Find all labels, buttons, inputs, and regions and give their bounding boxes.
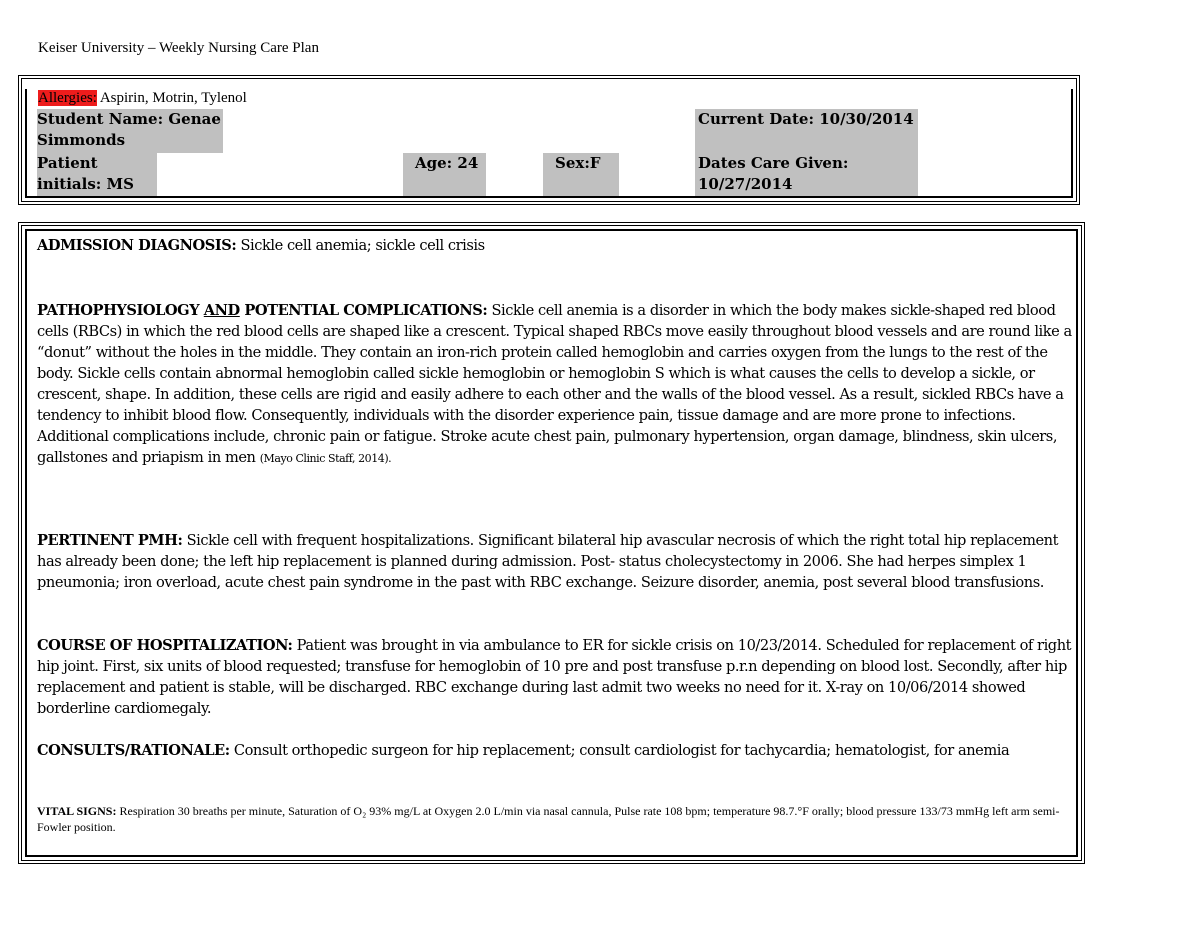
pmh-label: PERTINENT PMH: [37, 532, 183, 549]
patho-citation: (Mayo Clinic Staff, 2014). [259, 452, 392, 465]
course-of-hospitalization [37, 635, 1073, 719]
patho-label-and: AND [203, 302, 240, 319]
allergies-line [38, 88, 247, 108]
document-title: Keiser University – Weekly Nursing Care Plan [38, 40, 319, 56]
consults-text: Consult orthopedic surgeon for hip replacement; consult cardiologist for tachycardia; hematologist, for anemia [229, 742, 1010, 759]
course-label: COURSE OF HOSPITALIZATION: [37, 637, 293, 654]
vitals-text: Respiration 30 breaths per minute, Saturation of O₂ 93% mg/L at Oxygen 2.0 L/min via nasal cannula, Pulse rate 108 bpm; temperature 98.7.°F orally; blood pressure 133/73 mmHg left arm semi- Fowler position. [37, 804, 1060, 834]
dates-care-field [695, 153, 918, 196]
student-name-line2: Simmonds [37, 131, 126, 149]
vitals-label: VITAL SIGNS: [37, 804, 117, 818]
allergies-value: Aspirin, Motrin, Tylenol [96, 90, 247, 106]
patient-initials-field [37, 153, 157, 196]
admission-label: ADMISSION DIAGNOSIS: [37, 237, 237, 254]
allergies-label: Allergies: [38, 90, 97, 106]
dates-care-line2: 10/27/2014 [698, 175, 793, 193]
course-text: Patient was brought in via ambulance to ER for sickle crisis on 10/23/2014. Scheduled for replacement of right hip joint. First, six units of blood requested; transfuse for hemoglobin of 10 pre and post transfuse p.r.n depending on blood lost. Secondly, after hip replacement and patient is stable, will be discharged. RBC exchange during last admit two weeks no need for it. X-ray on 10/06/2014 showed borderline cardiomegaly. [37, 637, 1072, 717]
patho-label-a: PATHOPHYSIOLOGY [37, 302, 204, 319]
patho-label-b: POTENTIAL COMPLICATIONS: [239, 302, 488, 319]
patient-initials-line2: initials: MS [37, 175, 134, 193]
student-name-field [37, 109, 223, 153]
sex-field [543, 153, 619, 196]
pathophysiology [37, 300, 1073, 469]
vital-signs [37, 803, 1073, 835]
sex-value: Sex:F [555, 154, 601, 172]
current-date: Current Date: 10/30/2014 [698, 110, 914, 128]
pertinent-pmh [37, 530, 1073, 593]
admission-text: Sickle cell anemia; sickle cell crisis [236, 237, 485, 254]
consults-rationale [37, 740, 1073, 761]
patho-text: Sickle cell anemia is a disorder in which the body makes sickle-shaped red blood cells (RBCs) in which the red blood cells are shaped like a crescent. Typical shaped RBCs move easily throughout blood vessels and are round like a “donut” without the holes in the middle. They contain an iron-rich protein called hemoglobin and carries oxygen from the lungs to the rest of the body. Sickle cells contain abnormal hemoglobin called sickle hemoglobin or hemoglobin S which is what causes the cells to develop a sickle, or crescent, shape. In addition, these cells are rigid and easily adhere to each other and the walls of the blood vessel. As a result, sickled RBCs have a tendency to inhibit blood flow. Consequently, individuals with the disorder experience pain, tissue damage and are more prone to infections. Additional complications include, chronic pain or fatigue. Stroke acute chest pain, pulmonary hypertension, organ damage, blindness, skin ulcers, gallstones and priapism in men [37, 302, 1072, 466]
age-value: Age: 24 [415, 154, 479, 172]
admission-diagnosis [37, 235, 1073, 256]
age-field [403, 153, 486, 196]
student-name-line1: Student Name: Genae [37, 110, 221, 128]
current-date-field [695, 109, 918, 153]
pmh-text: Sickle cell with frequent hospitalizations. Significant bilateral hip avascular necrosis of which the right total hip replacement has already been done; the left hip replacement is planned during admission. Post- status cholecystectomy in 2006. She had herpes simplex 1 pneumonia; iron overload, acute chest pain syndrome in the past with RBC exchange. Seizure disorder, anemia, post several blood transfusions. [37, 532, 1059, 591]
patient-initials-line1: Patient [37, 154, 98, 172]
dates-care-line1: Dates Care Given: [698, 154, 849, 172]
consults-label: CONSULTS/RATIONALE: [37, 742, 230, 759]
